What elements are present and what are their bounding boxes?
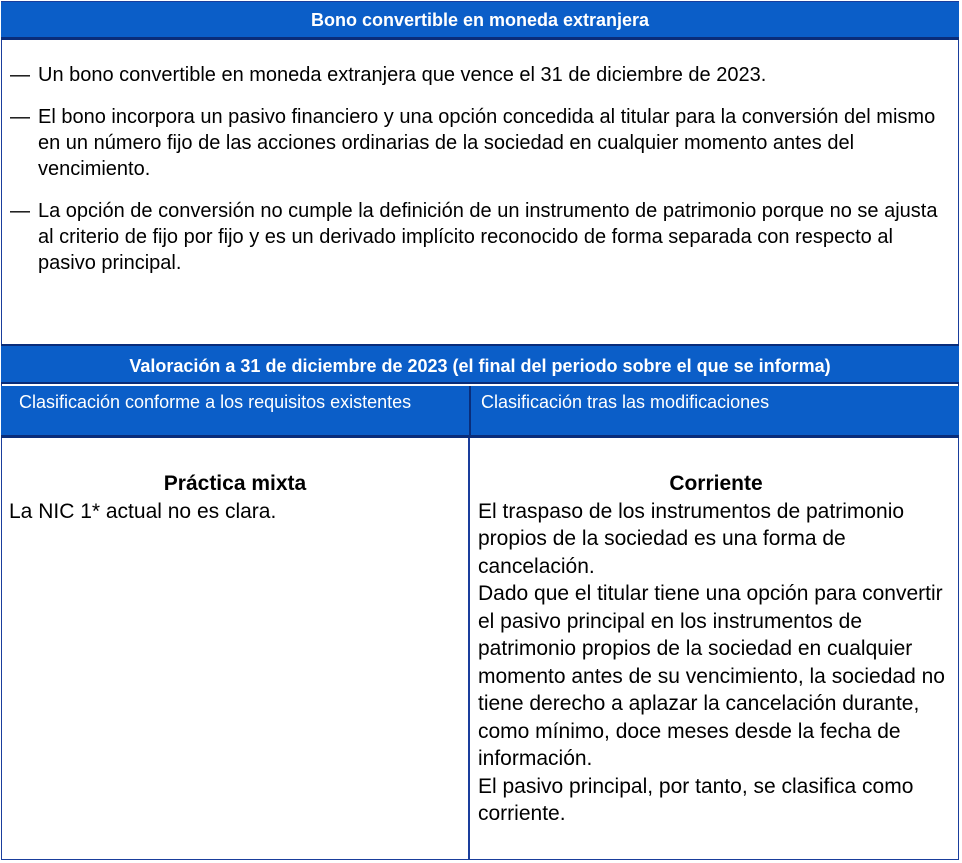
valuation-title: Valoración a 31 de diciembre de 2023 (el final del periodo sobre el que se informa) bbox=[129, 356, 831, 376]
column-divider bbox=[468, 438, 470, 860]
cell-heading: Práctica mixta bbox=[163, 472, 307, 495]
bullet-item bbox=[8, 104, 948, 182]
bullet-text: La opción de conversión no cumple la definición de un instrumento de patrimonio porque no se ajusta al criterio de fijo por fijo y es un derivado implícito reconocido de forma separada con respecto al pasivo principal. bbox=[38, 200, 938, 274]
bullet-item bbox=[8, 198, 948, 276]
cell-paragraph: Dado que el titular tiene una opción para convertir el pasivo principal en los instrumentos de patrimonio propios de la sociedad en cualquier momento antes de su vencimiento, la sociedad no tiene derecho a aplazar la cancelación durante, como mínimo, doce meses desde la fecha de información. bbox=[478, 582, 945, 770]
bullet-dash: — bbox=[10, 106, 30, 128]
cell-paragraph: El pasivo principal, por tanto, se clasifica como corriente. bbox=[478, 774, 914, 825]
section-header-valuation bbox=[1, 344, 959, 384]
cell-heading: Corriente bbox=[669, 472, 763, 495]
section-header-bond bbox=[1, 2, 959, 40]
bullet-text: Un bono convertible en moneda extranjera que vence el 31 de diciembre de 2023. bbox=[38, 64, 767, 86]
section-header-title: Bono convertible en moneda extranjera bbox=[310, 10, 650, 30]
column-header-amended: Clasificación tras las modificaciones bbox=[469, 386, 959, 438]
bullet-item bbox=[8, 62, 948, 88]
bullet-text: El bono incorpora un pasivo financiero y una opción concedida al titular para la conversión del mismo en un número fijo de las acciones ordinarias de la sociedad en cualquier momento antes del vencimiento. bbox=[38, 106, 936, 180]
column-header-existing: Clasificación conforme a los requisitos existentes bbox=[1, 386, 469, 438]
bullet-list bbox=[8, 62, 948, 292]
bullet-dash: — bbox=[10, 64, 30, 86]
bullet-dash: — bbox=[10, 200, 30, 222]
cell-paragraph: La NIC 1* actual no es clara. bbox=[9, 499, 277, 523]
cell-paragraph: El traspaso de los instrumentos de patrimonio propios de la sociedad es una forma de cancelación. bbox=[478, 499, 905, 578]
cell-existing bbox=[9, 470, 461, 525]
cell-amended bbox=[478, 470, 954, 828]
